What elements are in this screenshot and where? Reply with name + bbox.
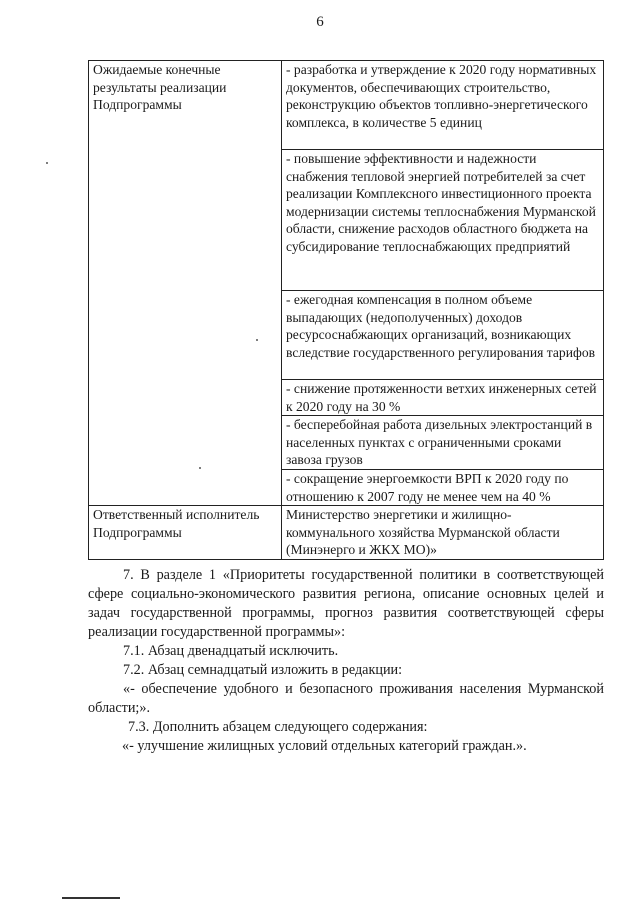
- paragraph-7-2: 7.2. Абзац семнадцатый изложить в редакции:: [123, 662, 403, 678]
- result-item: - разработка и утверждение к 2020 году нормативных документов, обеспечивающих строительство, реконструкцию объектов топливно-энергетического комплекса, в количестве 5 единиц: [282, 61, 604, 150]
- paragraph-7-2-quote: «- обеспечение удобного и безопасного проживания населения Мурманской области;».: [88, 681, 604, 716]
- result-item: - снижение протяженности ветхих инженерных сетей к 2020 году на 30 %: [282, 380, 604, 416]
- page-number: 6: [316, 14, 324, 30]
- paragraph-7-3-quote: «- улучшение жилищных условий отдельных категорий граждан.».: [122, 738, 527, 754]
- result-item: - бесперебойная работа дизельных электростанций в населенных пунктах с ограниченными сроками завоза грузов: [282, 416, 604, 470]
- result-item: - сокращение энергоемкости ВРП к 2020 году по отношению к 2007 году не менее чем на 40 %: [282, 469, 604, 505]
- amendment-text: [88, 566, 604, 756]
- paragraph-7: 7. В разделе 1 «Приоритеты государственной политики в соответствующей сфере социально-экономического развития региона, описание основных целей и задач государственной программы, прогноз развития соответствующей сферы реализации государственной программы»:: [88, 567, 604, 640]
- subprogram-passport-table: [88, 60, 604, 560]
- responsible-value: Министерство энергетики и жилищно-коммунального хозяйства Мурманской области (Минэнерго и ЖКХ МО)»: [282, 506, 604, 560]
- result-item: - ежегодная компенсация в полном объеме выпадающих (недополученных) доходов ресурсоснабжающих организаций, возникающих вследствие государственного регулирования тарифов: [282, 291, 604, 380]
- paragraph-7-1: 7.1. Абзац двенадцатый исключить.: [123, 643, 339, 659]
- table-row: [89, 506, 604, 560]
- scan-speck: [199, 467, 201, 469]
- scan-speck: [46, 162, 48, 164]
- paragraph-7-3: 7.3. Дополнить абзацем следующего содержания:: [128, 719, 428, 735]
- expected-results-label: Ожидаемые конечные результаты реализации Подпрограммы: [89, 61, 282, 506]
- result-item: - повышение эффективности и надежности снабжения тепловой энергией потребителей за счет реализации Комплексного инвестиционного проекта модернизации системы теплоснабжения Мурманской области, снижение расходов областного бюджета на субсидирование теплоснабжающих предприятий: [282, 150, 604, 291]
- table-row: [89, 61, 604, 150]
- responsible-label: Ответственный исполнитель Подпрограммы: [89, 506, 282, 560]
- scan-speck: [256, 339, 258, 341]
- footer-rule: [62, 897, 120, 899]
